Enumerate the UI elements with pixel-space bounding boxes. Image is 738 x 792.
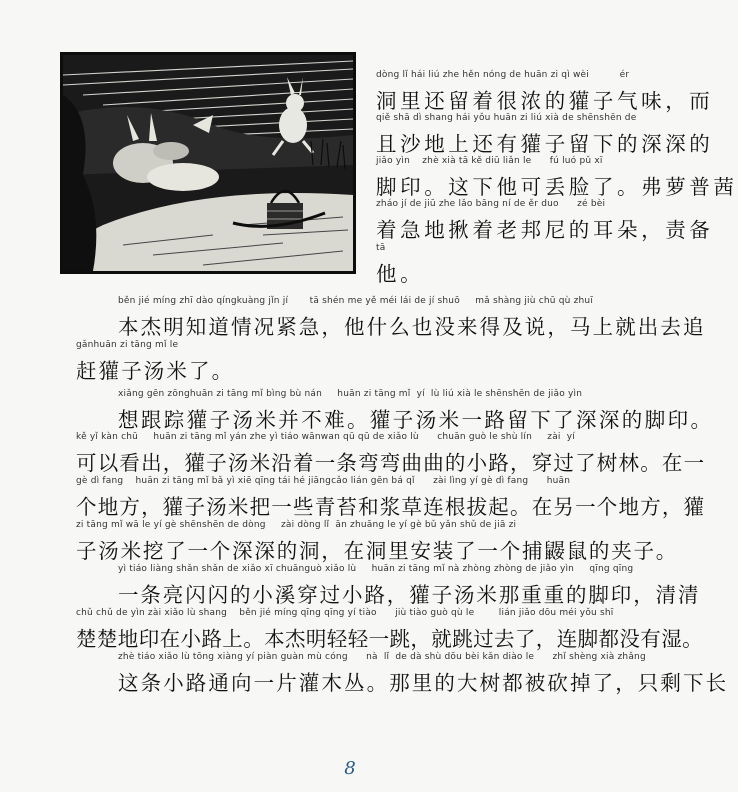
hanzi: 他。 bbox=[376, 262, 425, 286]
illustration-rabbits-woodcut bbox=[60, 52, 356, 274]
hanzi: 脚印。这下他可丢脸了。弗萝普茜 bbox=[376, 175, 738, 199]
hanzi: 本杰明知道情况紧急，他什么也没来得及说，马上就出去追 bbox=[118, 315, 706, 339]
pinyin: běn jié míng zhī dào qíngkuàng jǐn jí tā shén me yě méi lái de jí shuō mǎ shàng jiù chū qù zhuī bbox=[118, 296, 594, 306]
woodcut-drawing bbox=[63, 55, 353, 271]
hanzi: 楚楚地印在小路上。本杰明轻轻一跳，就跳过去了，连脚都没有湿。 bbox=[76, 627, 703, 651]
pinyin: jiǎo yìn zhè xià tā kě diū liǎn le fú luó pǔ xī bbox=[376, 156, 603, 166]
pinyin: tā bbox=[376, 243, 386, 253]
hanzi: 这条小路通向一片灌木丛。那里的大树都被砍掉了，只剩下长 bbox=[118, 671, 729, 695]
pinyin: zi tāng mǐ wā le yí gè shēnshēn de dòng zài dòng lǐ ān zhuāng le yí gè bǔ yǎn shǔ de jiā zi bbox=[76, 520, 517, 530]
hanzi: 想跟踪獾子汤米并不难。獾子汤米一路留下了深深的脚印。 bbox=[118, 408, 714, 432]
pinyin: dòng lǐ hái liú zhe hěn nóng de huān zi qì wèi ér bbox=[376, 70, 630, 80]
page-number: 8 bbox=[344, 758, 356, 779]
hanzi: 且沙地上还有獾子留下的深深的 bbox=[376, 132, 714, 156]
pinyin: zhè tiáo xiǎo lù tōng xiàng yí piàn guàn mù cóng nà lǐ de dà shù dōu bèi kǎn diào le zhǐ shèng xià zhǎng bbox=[118, 652, 646, 662]
pinyin: gǎnhuān zi tāng mǐ le bbox=[76, 340, 179, 350]
hanzi: 可以看出，獾子汤米沿着一条弯弯曲曲的小路，穿过了树林。在一 bbox=[76, 451, 706, 475]
pinyin: yì tiáo liàng shǎn shǎn de xiǎo xī chuānguò xiǎo lù huān zi tāng mǐ nà zhòng zhòng de jiǎo yìn qīng qīng bbox=[118, 564, 634, 574]
hanzi: 洞里还留着很浓的獾子气味，而 bbox=[376, 89, 714, 113]
hanzi: 赶獾子汤米了。 bbox=[76, 359, 235, 383]
hanzi: 着急地揪着老邦尼的耳朵，责备 bbox=[376, 218, 714, 242]
pinyin: gè dì fang huān zi tāng mǐ bǎ yì xiē qīng tái hé jiāngcǎo lián gēn bá qǐ zài lìng yí gè dì fang huān bbox=[76, 476, 571, 486]
pinyin: chǔ chǔ de yìn zài xiǎo lù shang běn jié míng qīng qīng yí tiào jiù tiào guò qù le lián jiǎo dōu méi yǒu shī bbox=[76, 608, 614, 618]
hanzi: 个地方，獾子汤米把一些青苔和浆草连根拔起。在另一个地方，獾 bbox=[76, 495, 706, 519]
pinyin: xiǎng gēn zōnghuān zi tāng mǐ bìng bù nán huān zi tāng mǐ yí lù liú xià le shēnshēn de jiǎo yìn bbox=[118, 389, 583, 399]
pinyin: zháo jí de jiū zhe lǎo bāng ní de ěr duo zé bèi bbox=[376, 199, 606, 209]
pinyin: qiě shā dì shang hái yǒu huān zi liú xià de shēnshēn de bbox=[376, 113, 637, 123]
hanzi: 子汤米挖了一个深深的洞，在洞里安装了一个捕鼹鼠的夹子。 bbox=[76, 539, 679, 563]
hanzi: 一条亮闪闪的小溪穿过小路，獾子汤米那重重的脚印，清清 bbox=[118, 583, 701, 607]
pinyin: kě yǐ kàn chū huān zi tāng mǐ yán zhe yì tiáo wānwan qū qū de xiǎo lù chuān guò le shù lín zài yí bbox=[76, 432, 575, 442]
